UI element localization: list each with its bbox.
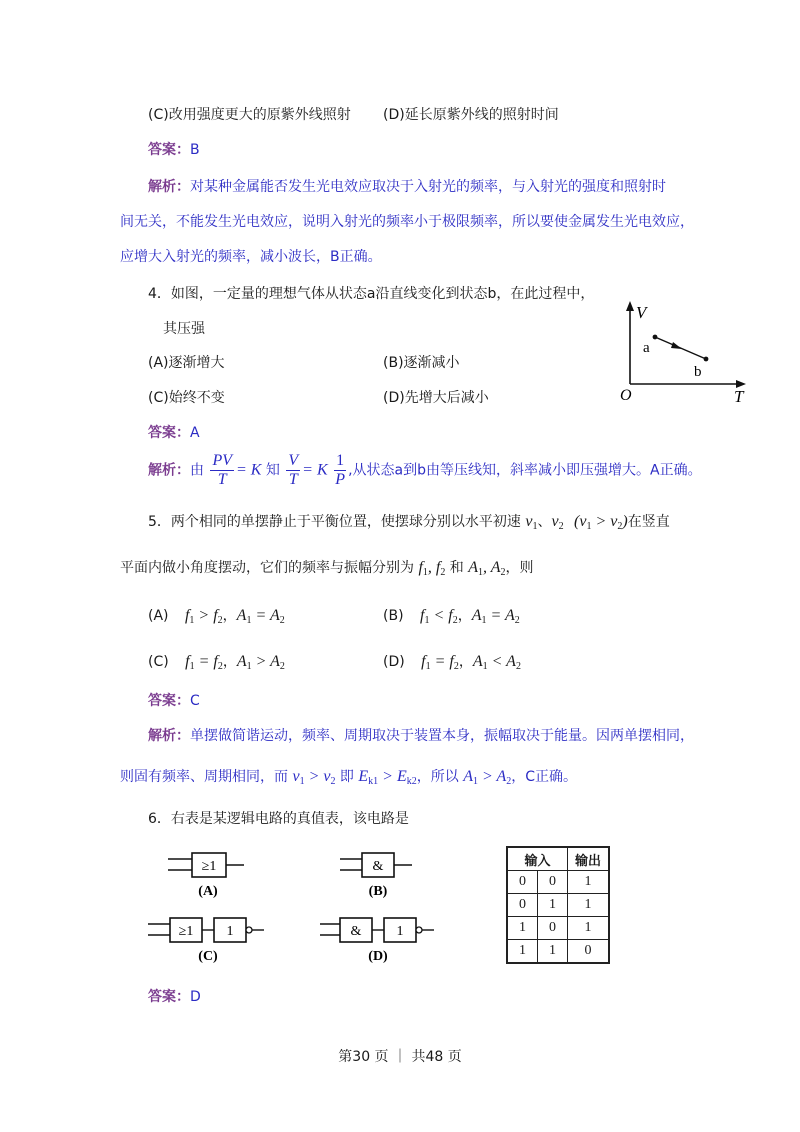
q5-option-b: (B) $f_1 < f_2$，$A_1 = A_2$: [383, 607, 520, 626]
q4-vt-graph: [610, 298, 760, 408]
gate-a-label: (A): [198, 884, 218, 899]
answer-label: 答案：: [148, 693, 190, 709]
formula-v-over-t: $\frac{V}{T}$: [288, 452, 299, 488]
explanation-text: 即: [339, 769, 354, 785]
truth-table-header: [507, 847, 609, 871]
page-footer: 第30 页 ｜ 共48 页: [338, 1049, 462, 1065]
explanation-text: 单摆做简谐运动，频率、周期取决于装置本身，振幅取决于能量。因两单摆相同，: [190, 728, 694, 744]
stem-text: 平面内做小角度摆动，它们的频率与振幅分别为: [120, 560, 414, 576]
q5-option-a: (A) $f_1 > f_2$，$A_1 = A_2$: [148, 607, 285, 626]
formula-eq: = K: [302, 461, 328, 479]
option-label: (C): [148, 654, 169, 670]
table-cell: 0: [538, 871, 568, 894]
formula-pv-over-t: $\frac{PV}{T}$: [212, 452, 232, 488]
table-row: [507, 917, 609, 940]
q3-answer: [148, 139, 200, 159]
gate-a-symbol: ≥1: [201, 859, 217, 874]
q5-explanation-line2: 则固有频率、周期相同，而 $v_1 > v_2$ 即 $E_{k1} > E_{k2}$，所以 $A_1 > A_2$，C正确。: [120, 768, 578, 787]
table-row: [507, 894, 609, 917]
formula-f-a: $f_1$, $f_2$: [418, 559, 446, 578]
header-output: 输出: [568, 847, 610, 871]
option-label: (A): [148, 608, 169, 624]
table-cell: 1: [538, 940, 568, 964]
table-cell: 1: [507, 917, 538, 940]
explanation-text: 由: [190, 462, 204, 479]
formula-one-over-p: $\frac{1}{P}$: [335, 452, 345, 488]
q5-stem-line2: 平面内做小角度摆动，它们的频率与振幅分别为 $f_1$, $f_2$ 和 $A_1$, $A_2$，则: [120, 559, 534, 578]
q6-stem: 6．右表是某逻辑电路的真值表，该电路是: [148, 811, 409, 827]
gate-d-symbol-2: 1: [396, 924, 404, 939]
q3-option-d: (D)延长原紫外线的照射时间: [383, 107, 559, 123]
table-cell: 1: [568, 871, 610, 894]
process-arrow-icon: [671, 342, 682, 349]
stem-text: 在竖直: [627, 514, 670, 530]
q3-option-c: (C)改用强度更大的原紫外线照射: [148, 107, 351, 123]
gate-a: [168, 853, 244, 899]
formula-v1-v2: $v_1$: [525, 513, 538, 532]
gate-c-symbol-1: ≥1: [178, 924, 194, 939]
stem-text: ，则: [505, 560, 534, 576]
answer-label: 答案：: [148, 142, 190, 158]
table-cell: 1: [507, 940, 538, 964]
gate-d-symbol-1: &: [350, 924, 362, 939]
formula-eq: = K: [236, 461, 262, 479]
answer-value: B: [190, 142, 200, 158]
q5-answer: [148, 690, 200, 710]
table-cell: 0: [507, 894, 538, 917]
q4-option-c: (C)始终不变: [148, 390, 225, 406]
point-b-label: b: [694, 364, 702, 380]
gate-d-label: (D): [368, 949, 388, 964]
q4-stem-line1: 4．如图，一定量的理想气体从状态a沿直线变化到状态b，在此过程中，: [148, 286, 595, 302]
q4-option-a: (A)逐渐增大: [148, 355, 225, 371]
answer-label: 答案：: [148, 425, 190, 441]
q5-option-c: (C) $f_1 = f_2$，$A_1 > A_2$: [148, 653, 285, 672]
t-axis-label: T: [734, 387, 744, 406]
answer-value: D: [190, 989, 201, 1005]
gate-d: [320, 918, 434, 964]
q4-option-b: (B)逐渐减小: [383, 355, 460, 371]
explanation-label: 解析：: [148, 179, 190, 195]
header-input: 输入: [507, 847, 568, 871]
v-axis-label: V: [636, 303, 647, 322]
table-row: [507, 940, 609, 964]
stem-text: 5．两个相同的单摆静止于平衡位置，使摆球分别以水平初速: [148, 514, 521, 530]
table-cell: 0: [568, 940, 610, 964]
truth-table: [506, 846, 610, 964]
point-a-label: a: [643, 340, 650, 356]
q4-answer: [148, 422, 200, 442]
q3-explanation-line1: [148, 176, 666, 196]
v-axis-arrow-icon: [626, 301, 634, 311]
q3-explanation-line2: 间无关，不能发生光电效应，说明入射光的频率小于极限频率，所以要使金属发生光电效应，: [120, 214, 694, 230]
q4-option-d: (D)先增大后减小: [383, 390, 489, 406]
gate-c-symbol-2: 1: [226, 924, 234, 939]
q6-answer: [148, 986, 201, 1006]
explanation-text: 对某种金属能否发生光电效应取决于入射光的频率，与入射光的强度和照射时: [190, 179, 666, 195]
gate-b-symbol: &: [372, 859, 384, 874]
explanation-label: 解析：: [148, 728, 190, 744]
explanation-text: 则固有频率、周期相同，而: [120, 769, 288, 785]
point-a: [653, 335, 658, 340]
gate-b: [340, 853, 412, 899]
q6-logic-gates: [140, 842, 470, 972]
q3-explanation-line3: 应增大入射光的频率，减小波长，B正确。: [120, 249, 382, 265]
answer-value: C: [190, 693, 200, 709]
explanation-label: 解析：: [148, 462, 190, 479]
point-b: [704, 357, 709, 362]
q5-option-d: (D) $f_1 = f_2$，$A_1 < A_2$: [383, 653, 521, 672]
answer-label: 答案：: [148, 989, 190, 1005]
table-cell: 1: [568, 917, 610, 940]
table-cell: 1: [538, 894, 568, 917]
option-label: (B): [383, 608, 404, 624]
explanation-text: ，所以: [416, 769, 459, 785]
gate-c: [148, 918, 264, 964]
table-cell: 0: [538, 917, 568, 940]
q5-stem-line1: 5．两个相同的单摆静止于平衡位置，使摆球分别以水平初速 $v_1$、$v_2$ $(v_1 > v_2)$在竖直: [148, 513, 670, 532]
q5-explanation-line1: [148, 725, 694, 745]
table-cell: 0: [507, 871, 538, 894]
option-label: (D): [383, 654, 405, 670]
q4-stem-line2: 其压强: [163, 321, 205, 337]
answer-value: A: [190, 425, 200, 441]
table-row: [507, 871, 609, 894]
gate-c-label: (C): [198, 949, 218, 964]
explanation-text: ,从状态a到b由等压线知，斜率减小即压强增大。A正确。: [348, 462, 702, 479]
origin-label: O: [620, 387, 632, 404]
table-cell: 1: [568, 894, 610, 917]
q4-explanation: [148, 452, 702, 489]
gate-b-label: (B): [368, 884, 388, 899]
explanation-text: 知: [265, 462, 280, 479]
explanation-text: ，C正确。: [511, 769, 578, 785]
